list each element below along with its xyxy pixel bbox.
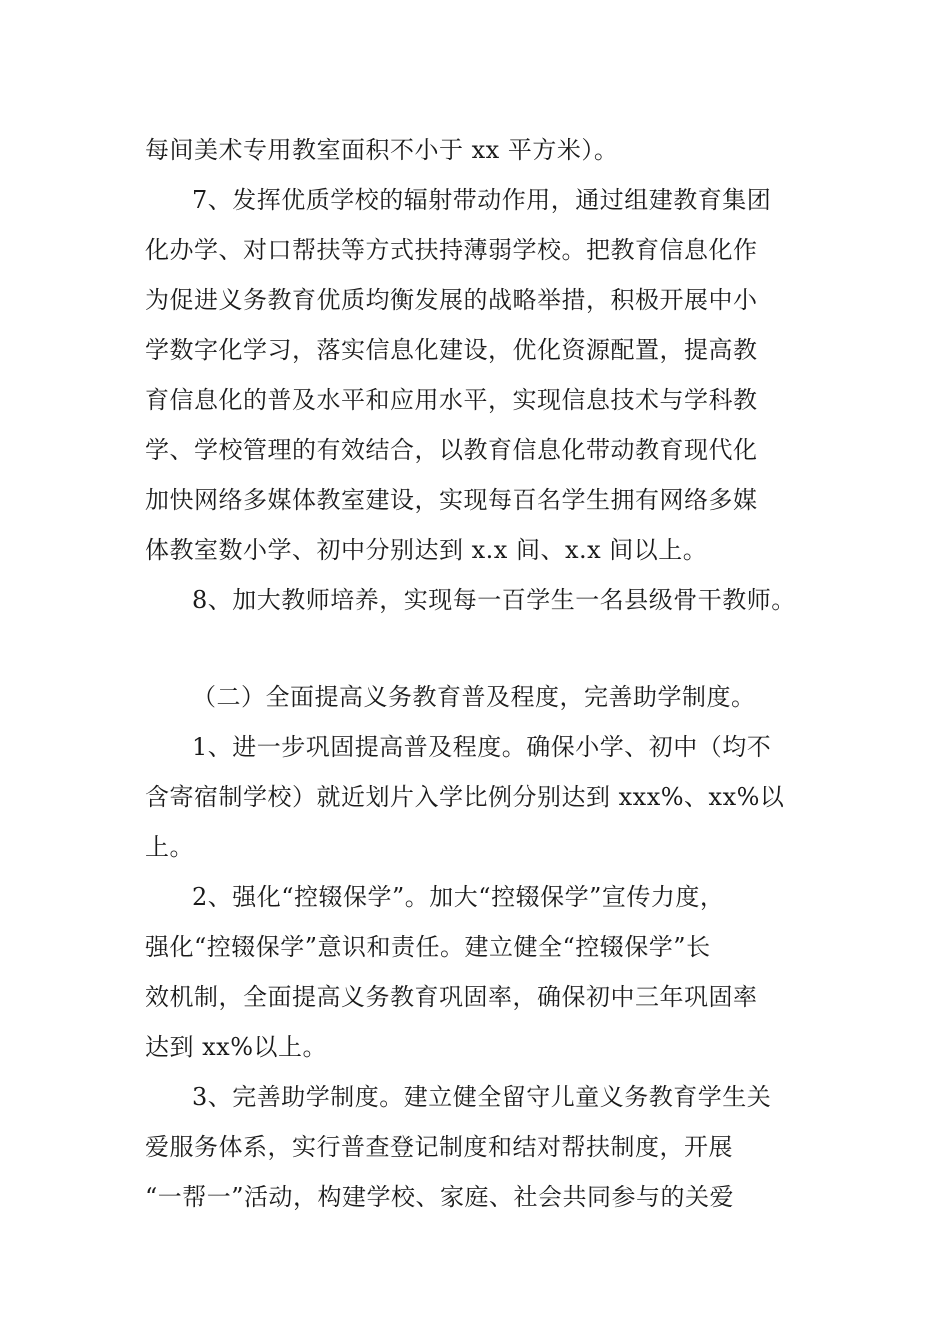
text-line: 化办学、对口帮扶等方式扶持薄弱学校。把教育信息化作 — [145, 236, 758, 264]
paragraph-item-8 — [145, 575, 815, 625]
text-line: 体教室数小学、初中分别达到 x.x 间、x.x 间以上。 — [145, 536, 708, 564]
text-line: “一帮一”活动，构建学校、家庭、社会共同参与的关爱 — [145, 1183, 735, 1211]
paragraph-item-2 — [145, 872, 815, 1072]
text-line: 育信息化的普及水平和应用水平，实现信息技术与学科教 — [145, 386, 758, 414]
text-line: 2、强化“控辍保学”。加大“控辍保学”宣传力度， — [192, 883, 725, 911]
text-line: 学数字化学习，落实信息化建设，优化资源配置，提高教 — [145, 336, 758, 364]
section-heading-text: （二）全面提高义务教育普及程度，完善助学制度。 — [192, 683, 756, 711]
text-line: 爱服务体系，实行普查登记制度和结对帮扶制度，开展 — [145, 1133, 733, 1161]
text-line: 7、发挥优质学校的辐射带动作用，通过组建教育集团 — [192, 186, 772, 214]
text-line: 加快网络多媒体教室建设，实现每百名学生拥有网络多媒 — [145, 486, 758, 514]
text-line: 强化“控辍保学”意识和责任。建立健全“控辍保学”长 — [145, 933, 711, 961]
text-line: 3、完善助学制度。建立健全留守儿童义务教育学生关 — [192, 1083, 772, 1111]
paragraph-item-7 — [145, 175, 815, 575]
text-line: 8、加大教师培养，实现每一百学生一名县级骨干教师。 — [192, 586, 796, 614]
text-line: 1、进一步巩固提高普及程度。确保小学、初中（均不 — [192, 733, 772, 761]
text-line: 含寄宿制学校）就近划片入学比例分别达到 xxx%、xx%以 — [145, 783, 785, 811]
text-line: 达到 xx%以上。 — [145, 1033, 328, 1061]
text-line: 每间美术专用教室面积不小于 xx 平方米）。 — [145, 136, 619, 164]
text-line: 学、学校管理的有效结合，以教育信息化带动教育现代化 — [145, 436, 758, 464]
paragraph-item-3 — [145, 1072, 815, 1222]
text-line: 为促进义务教育优质均衡发展的战略举措，积极开展中小 — [145, 286, 758, 314]
paragraph-continuation — [145, 125, 815, 175]
section-heading — [145, 672, 815, 722]
text-line: 上。 — [145, 833, 194, 861]
text-line: 效机制，全面提高义务教育巩固率，确保初中三年巩固率 — [145, 983, 758, 1011]
paragraph-item-1 — [145, 722, 815, 872]
